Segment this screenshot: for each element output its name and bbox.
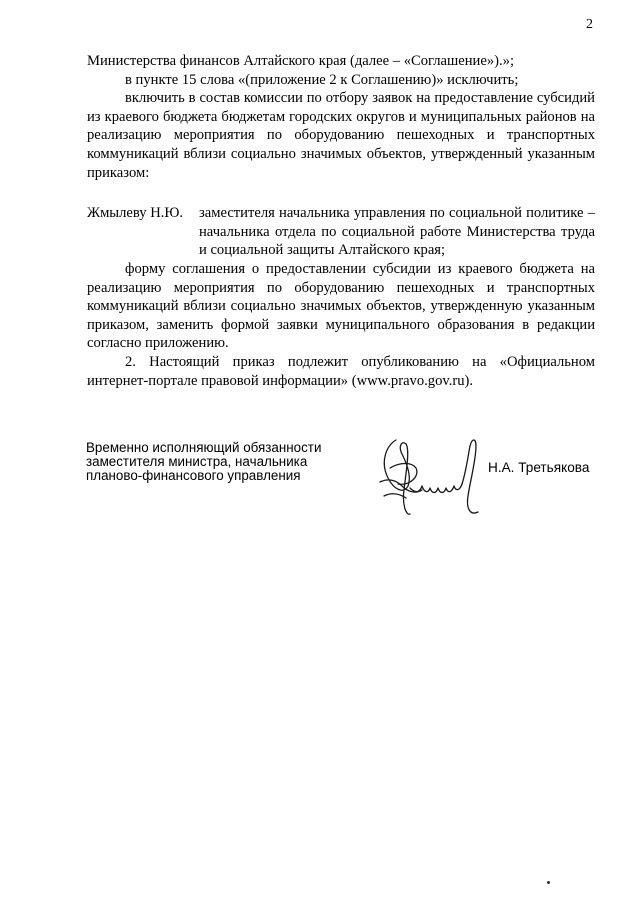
paragraph-agreement-form: форму соглашения о предоставлении субсидии из краевого бюджета на реализацию мероприятия по оборудованию пешеходных и транспортных коммуникаций вблизи социально значимых объектов, утвержденную указанным приказом, заменить формой заявки муниципального образования в редакции согласно приложению. [87,260,595,352]
signatory-position-line: планово-финансового управления [86,468,301,484]
signatory-position-line: заместителя министра, начальника [86,454,308,470]
member-role: заместителя начальника управления по социальной политике – начальника отдела по социальной работе Министерства труда и социальной защиты Алтайского края; [199,205,595,259]
signatory-name: Н.А. Третьякова [488,460,590,475]
document-body [87,52,595,390]
paragraph-publication: 2. Настоящий приказ подлежит опубликованию на «Официальном интернет-портале правовой информации» (www.pravo.gov.ru). [87,353,595,389]
signatory-position-line: Временно исполняющий обязанности [86,440,322,455]
commission-member [87,204,595,260]
handwritten-signature [366,432,494,524]
paragraph-agreement-reference: Министерства финансов Алтайского края (далее – «Соглашение»).»; [87,53,514,69]
page-number: 2 [586,17,593,32]
signatory-position [86,441,346,484]
member-name: Жмылеву Н.Ю. [87,205,184,222]
scan-speck [547,881,550,884]
paragraph-item-15: в пункте 15 слова «(приложение 2 к Соглашению)» исключить; [125,71,519,88]
paragraph-commission: включить в состав комиссии по отбору заявок на предоставление субсидий из краевого бюджета бюджетам городских округов и муниципальных районов на реализацию мероприятия по оборудованию пешеходных и транспортных коммуникаций вблизи социально значимых объектов, утвержденный указанным приказом: [87,90,595,181]
